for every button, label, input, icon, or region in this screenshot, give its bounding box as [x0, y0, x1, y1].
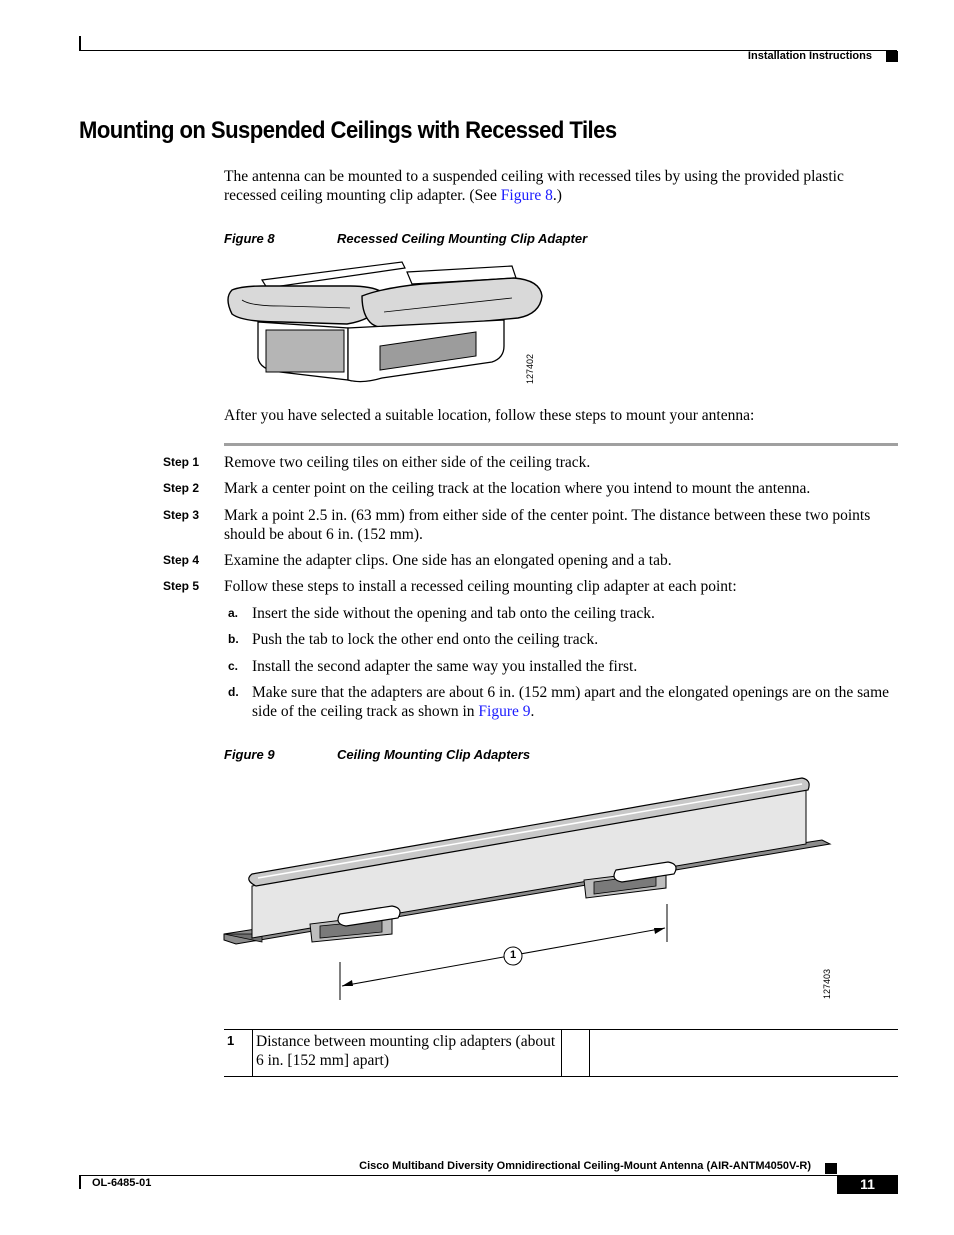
page-title: Mounting on Suspended Ceilings with Recessed Tiles	[79, 117, 617, 144]
substep-a-text: Insert the side without the opening and tab onto the ceiling track.	[252, 605, 655, 622]
step-4-text: Examine the adapter clips. One side has an elongated opening and a tab.	[224, 552, 672, 569]
legend-divider-3	[589, 1030, 590, 1076]
legend-divider-2	[561, 1030, 562, 1076]
step-1-label: Step 1	[163, 455, 200, 469]
footer-marker	[825, 1163, 837, 1174]
ceiling-track-illustration	[222, 774, 834, 1004]
figure9-art-id: 127403	[822, 968, 832, 999]
figure9-caption: Ceiling Mounting Clip Adapters	[337, 747, 531, 762]
legend-table	[224, 1029, 898, 1077]
substep-d-text	[252, 683, 898, 721]
substep-b-label: b.	[228, 632, 239, 646]
substep-d-label: d.	[228, 685, 239, 699]
substep-a-label: a.	[228, 606, 239, 620]
step-1-text: Remove two ceiling tiles on either side of the ceiling track.	[224, 454, 591, 471]
legend-text: Distance between mounting clip adapters (about 6 in. [152 mm] apart)	[256, 1033, 556, 1069]
figure8-art-id: 127402	[525, 353, 535, 384]
step-2-label: Step 2	[163, 481, 200, 495]
figure8-link[interactable]: Figure 8	[500, 187, 553, 204]
substep-d-text-end: .	[530, 703, 535, 720]
footer-tick	[79, 1175, 81, 1189]
substep-d-text-start: Make sure that the adapters are about 6 in. (152 mm) apart and the elongated openings are on the same side of the ceiling track as shown in	[252, 684, 889, 720]
legend-number: 1	[227, 1033, 235, 1048]
footer-doc-title: Cisco Multiband Diversity Omnidirectional Ceiling-Mount Antenna (AIR-ANTM4050V-R)	[359, 1160, 811, 1172]
step-5-text: Follow these steps to install a recessed ceiling mounting clip adapter at each point:	[224, 578, 737, 595]
header-section: Installation Instructions	[747, 50, 872, 62]
substep-c-label: c.	[228, 659, 239, 673]
substep-c-text: Install the second adapter the same way you installed the first.	[252, 658, 638, 675]
footer-rule	[79, 1175, 839, 1176]
intro-text-end: .)	[552, 187, 562, 204]
figure9-label: Figure 9	[224, 747, 275, 762]
figure8-label: Figure 8	[224, 231, 275, 246]
step-4-label: Step 4	[163, 553, 200, 567]
clip-adapter-illustration	[222, 258, 552, 388]
page-number: 11	[837, 1175, 898, 1194]
footer-doc-number: OL-6485-01	[92, 1177, 152, 1189]
header-tick	[79, 36, 81, 50]
figure9-link[interactable]: Figure 9	[478, 703, 531, 720]
figure9-callout: 1	[509, 949, 517, 961]
step-3-text: Mark a point 2.5 in. (63 mm) from either side of the center point. The distance between these two points should be about 6 in. (152 mm).	[224, 507, 871, 543]
step-3-label: Step 3	[163, 508, 200, 522]
header-marker	[886, 51, 898, 62]
intro-paragraph	[224, 167, 894, 205]
steps-divider	[224, 443, 898, 446]
substep-b-text: Push the tab to lock the other end onto the ceiling track.	[252, 631, 599, 648]
step-2-text: Mark a center point on the ceiling track at the location where you intend to mount the antenna.	[224, 480, 811, 497]
legend-divider-1	[252, 1030, 253, 1076]
step-5-label: Step 5	[163, 579, 200, 593]
intro-text: The antenna can be mounted to a suspended ceiling with recessed tiles by using the provided plastic recessed ceiling mounting clip adapter. (See	[224, 168, 844, 204]
steps-intro: After you have selected a suitable location, follow these steps to mount your antenna:	[224, 407, 755, 424]
figure8-caption: Recessed Ceiling Mounting Clip Adapter	[337, 231, 588, 246]
